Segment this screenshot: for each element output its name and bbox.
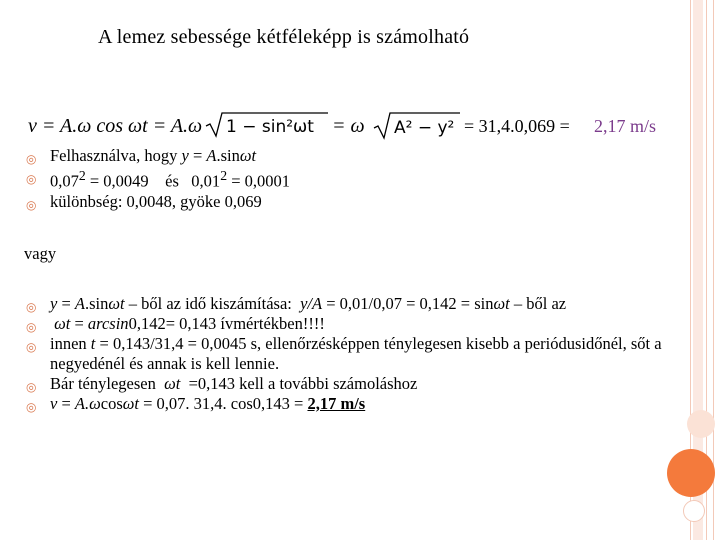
target-bullet-icon: ◎ <box>26 152 37 166</box>
formula-sqrt-1: 1 − sin²ωt <box>226 117 314 137</box>
steps-list <box>26 294 686 414</box>
target-bullet-icon: ◎ <box>26 400 37 414</box>
decorative-border-line <box>713 0 714 540</box>
target-bullet-icon: ◎ <box>26 300 37 314</box>
list-item: ◎ y = A.sinωt – ből az idő kiszámítása: y/A = 0,01/0,07 = 0,142 = sinωt – ből az <box>26 294 686 314</box>
target-bullet-icon: ◎ <box>26 380 37 394</box>
final-result: 2,17 m/s <box>307 394 366 413</box>
decorative-circle-small <box>687 410 715 438</box>
target-bullet-icon: ◎ <box>26 320 37 334</box>
formula-part-2: = ω <box>332 115 365 137</box>
vagy-label: vagy <box>24 244 57 263</box>
target-bullet-icon: ◎ <box>26 172 37 186</box>
list-item: ◎ innen t = 0,143/31,4 = 0,0045 s, ellenőrzésképpen ténylegesen kisebb a periódusidőnél, sőt a negyedénél és annak is kell lennie. <box>26 334 662 373</box>
formula-part-1: v = A.ω cos ωt = A.ω <box>28 115 203 137</box>
target-bullet-icon: ◎ <box>26 197 37 212</box>
list-item: ◎ v = A.ωcosωt = 0,07. 31,4. cos0,143 = 2,17 m/s <box>26 394 686 414</box>
facts-list <box>26 146 290 212</box>
formula-sqrt-2: A² − y² <box>394 118 455 138</box>
decorative-circle-ring <box>683 500 705 522</box>
slide-title: A lemez sebessége kétféleképp is számolható <box>98 26 470 48</box>
formula-result: 2,17 m/s <box>594 116 657 136</box>
list-item: ◎ ωt = arcsin0,142= 0,143 ívmértékben!!!! <box>26 314 686 334</box>
list-item: ◎ Felhasználva, hogy y = A.sinωt <box>26 146 290 166</box>
velocity-formula <box>28 108 670 142</box>
decorative-circle-large <box>667 449 715 497</box>
target-bullet-icon: ◎ <box>26 340 37 354</box>
list-item: ◎ $0,07^2 = 0,0049$ és $0,01^2 = 0,0001$ <box>26 168 290 191</box>
list-item: ◎ különbség: 0,0048, gyöke 0,069 <box>26 192 290 212</box>
formula-part-3: = 31,4.0,069 = <box>464 116 570 136</box>
list-item: ◎ Bár ténylegesen ωt =0,143 kell a további számoláshoz <box>26 374 686 394</box>
